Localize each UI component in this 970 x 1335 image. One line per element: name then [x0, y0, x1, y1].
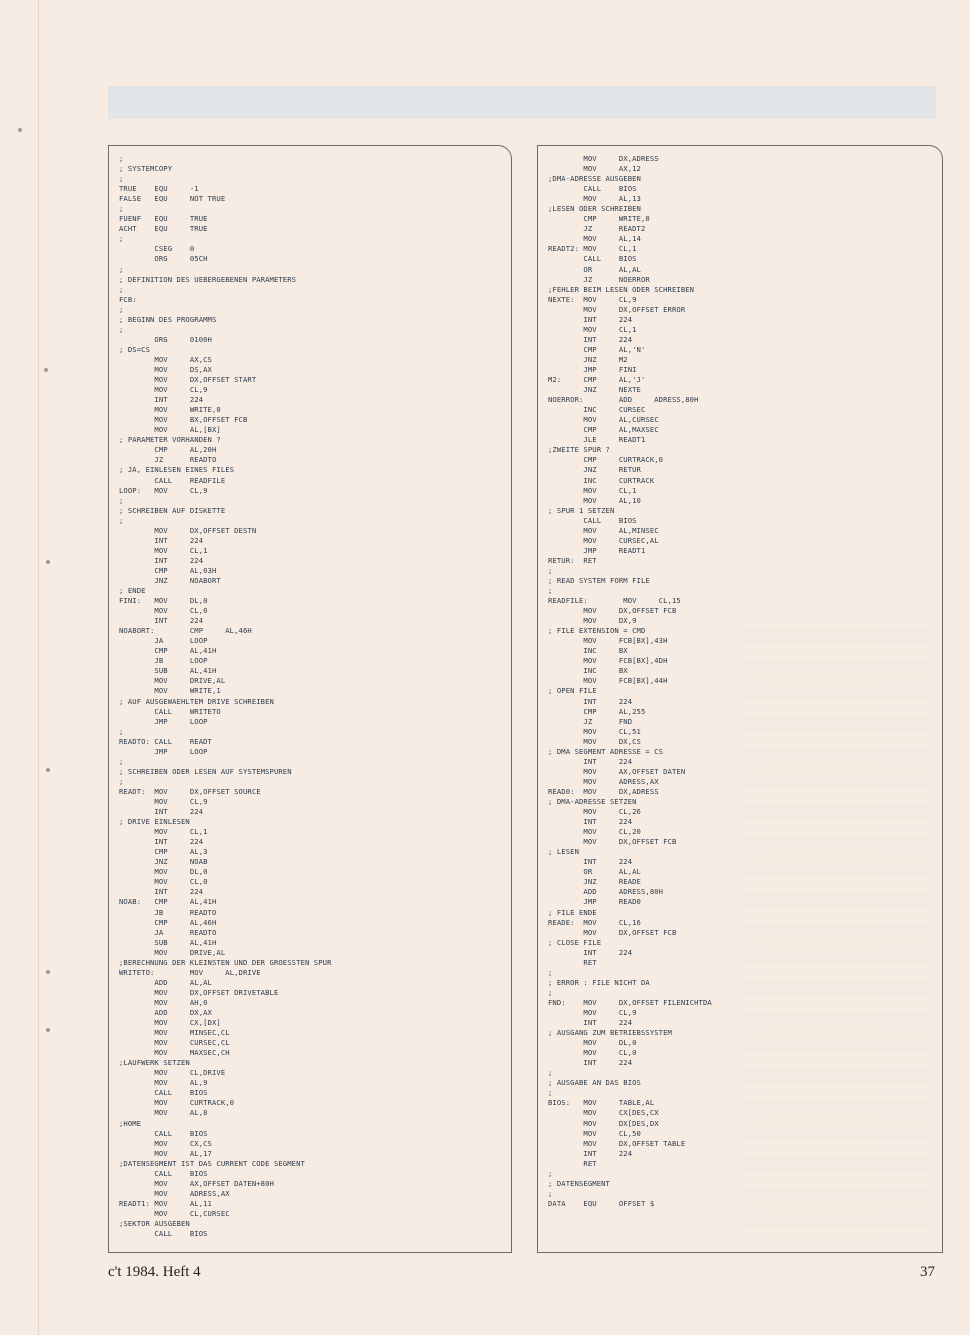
code-line: MOV CL,26	[548, 807, 641, 817]
code-line: NOABORT: CMP AL,46H	[119, 626, 252, 636]
code-line: ;	[548, 987, 553, 997]
listing-box-right	[537, 145, 943, 1253]
code-line: MOV CL,DRIVE	[119, 1068, 226, 1078]
code-line: MOV DX[DES,DX	[548, 1118, 659, 1128]
code-line: MOV WRITE,0	[119, 405, 221, 415]
code-line: MOV FCB[BX],44H	[548, 676, 668, 686]
code-line: INT 224	[119, 837, 204, 847]
binding-hole	[44, 368, 48, 372]
code-line: MOV CL,1	[119, 827, 208, 837]
code-line: CALL BIOS	[548, 254, 637, 264]
code-line: RET	[548, 1158, 597, 1168]
code-line: ;	[119, 776, 124, 786]
page-number: 37	[920, 1264, 935, 1280]
code-line: ADD ADRESS,80H	[548, 887, 664, 897]
code-line: MOV CL,1	[548, 485, 637, 495]
code-line: INT 224	[548, 1148, 633, 1158]
code-line: ; SPUR 1 SETZEN	[548, 505, 615, 515]
code-line: CALL BIOS	[119, 1229, 208, 1239]
listing-box-left	[108, 145, 512, 1253]
code-line: MOV MINSEC,CL	[119, 1028, 230, 1038]
code-line: ;DMA-ADRESSE AUSGEBEN	[548, 174, 641, 184]
code-line: JA LOOP	[119, 636, 208, 646]
code-line: ;	[119, 304, 124, 314]
code-line: MOV CL,50	[548, 1128, 641, 1138]
listing-left	[119, 154, 505, 1239]
code-line: CMP AL,3	[119, 847, 208, 857]
code-line: CMP AL,MAXSEC	[548, 425, 659, 435]
binding-hole	[46, 1028, 50, 1032]
code-line: ;	[119, 264, 124, 274]
code-line: JZ NOERROR	[548, 274, 650, 284]
code-line: READT1: MOV AL,11	[119, 1198, 212, 1208]
code-line: MOV BX,OFFSET FCB	[119, 415, 248, 425]
code-line: MOV CURSEC,CL	[119, 1038, 230, 1048]
code-line: M2: CMP AL,'J'	[548, 375, 646, 385]
code-line: RETUR: RET	[548, 555, 597, 565]
code-line: INT 224	[548, 696, 633, 706]
code-line: MOV DX,OFFSET FCB	[548, 606, 677, 616]
code-line: INT 224	[548, 334, 633, 344]
code-line: INC BX	[548, 666, 628, 676]
code-line: ;BERECHNUNG DER KLEINSTEN UND DER GROESSTEN SPUR	[119, 957, 332, 967]
code-line: CMP AL,46H	[119, 917, 217, 927]
code-line: FINI: MOV DL,0	[119, 596, 208, 606]
code-line: ;	[119, 234, 124, 244]
code-line: ;	[119, 154, 124, 163]
code-line: JB LOOP	[119, 656, 208, 666]
code-line: ; CLOSE FILE	[548, 937, 602, 947]
code-line: ; SCHREIBEN AUF DISKETTE	[119, 505, 226, 515]
code-line: JNZ NOAB	[119, 857, 208, 867]
code-line: INC CURTRACK	[548, 475, 655, 485]
code-line: MOV CL,9	[119, 385, 208, 395]
code-line: ;	[119, 324, 124, 334]
code-line: MOV DX,9	[548, 616, 637, 626]
code-line: JNZ NEXTE	[548, 385, 641, 395]
code-line: CALL BIOS	[119, 1088, 208, 1098]
code-line: MOV FCB[BX],4DH	[548, 656, 668, 666]
code-line: CMP AL,20H	[119, 445, 217, 455]
code-line: ; PARAMETER VORHANDEN ?	[119, 435, 221, 445]
code-line: INT 224	[548, 756, 633, 766]
code-line: ; AUSGABE AN DAS BIOS	[548, 1078, 641, 1088]
code-line: ;	[548, 1168, 553, 1178]
code-line: MOV AL,CURSEC	[548, 415, 659, 425]
code-line: ; DMA SEGMENT ADRESSE = CS	[548, 746, 664, 756]
page-fold	[38, 0, 39, 1335]
code-line: ; SYSTEMCOPY	[119, 164, 173, 174]
code-line: JNZ NOABORT	[119, 575, 221, 585]
code-line: JA READTO	[119, 927, 217, 937]
code-line: CMP AL,'N'	[548, 344, 646, 354]
code-line: MOV CL,1	[548, 324, 637, 334]
code-line: ; DS=CS	[119, 344, 150, 354]
code-line: MOV DL,0	[548, 1038, 637, 1048]
code-line: CMP AL,03H	[119, 565, 217, 575]
binding-hole	[46, 768, 50, 772]
code-line: ;	[119, 284, 124, 294]
code-line: MOV DS,AX	[119, 364, 212, 374]
code-line: ; SCHREIBEN ODER LESEN AUF SYSTEMSPUREN	[119, 766, 292, 776]
code-line: MOV CL,1	[119, 545, 208, 555]
code-line: RET	[548, 957, 597, 967]
code-line: NEXTE: MOV CL,9	[548, 294, 637, 304]
code-line: ;HOME	[119, 1118, 142, 1128]
code-line: MOV DX,ADRESS	[548, 154, 659, 163]
code-line: CSEG 0	[119, 244, 195, 254]
code-line: INT 224	[548, 1058, 633, 1068]
code-line: ;	[548, 1068, 553, 1078]
header-band	[108, 86, 936, 119]
code-line: CMP WRITE,0	[548, 214, 650, 224]
code-line: MOV CL,51	[548, 726, 641, 736]
code-line: ; JA, EINLESEN EINES FILES	[119, 465, 235, 475]
code-line: MOV AL,[BX]	[119, 425, 221, 435]
code-line: MOV CX,[DX]	[119, 1018, 221, 1028]
binding-hole	[46, 560, 50, 564]
issue-footer: c't 1984. Heft 4	[108, 1264, 201, 1280]
code-line: NOAB: CMP AL,41H	[119, 897, 217, 907]
code-line: ; READ SYSTEM FORM FILE	[548, 575, 650, 585]
code-line: MOV CL,0	[548, 1048, 637, 1058]
code-line: READE: MOV CL,16	[548, 917, 641, 927]
code-line: MOV CL,9	[548, 1007, 637, 1017]
code-line: MOV ADRESS,AX	[548, 776, 659, 786]
code-line: FND: MOV DX,OFFSET FILENICHTDA	[548, 997, 712, 1007]
code-line: ADD DX,AX	[119, 1007, 212, 1017]
code-line: INT 224	[548, 314, 633, 324]
code-line: MOV DX,OFFSET DESTN	[119, 525, 257, 535]
code-line: INT 224	[119, 616, 204, 626]
code-line: INT 224	[548, 817, 633, 827]
code-line: NOERROR: ADD ADRESS,80H	[548, 395, 699, 405]
code-line: MOV AL,10	[548, 495, 641, 505]
code-line: MOV AL,13	[548, 194, 641, 204]
code-line: CALL BIOS	[119, 1168, 208, 1178]
code-line: MOV AL,8	[119, 1108, 208, 1118]
code-line: MOV CL,0	[119, 877, 208, 887]
code-line: BIOS: MOV TABLE,AL	[548, 1098, 655, 1108]
code-line: MOV AL,14	[548, 234, 641, 244]
code-line: READ0: MOV DX,ADRESS	[548, 786, 659, 796]
code-line: ;FEHLER BEIM LESEN ODER SCHREIBEN	[548, 284, 695, 294]
code-line: CMP AL,255	[548, 706, 646, 716]
code-line: ;	[119, 495, 124, 505]
listing-right	[548, 154, 936, 1209]
code-line: MOV DX,OFFSET FCB	[548, 837, 677, 847]
code-line: CMP AL,41H	[119, 646, 217, 656]
code-line: ;	[548, 565, 553, 575]
code-line: MOV CX[DES,CX	[548, 1108, 659, 1118]
code-line: CMP CURTRACK,0	[548, 455, 664, 465]
code-line: ;	[119, 204, 124, 214]
code-line: INT 224	[119, 807, 204, 817]
code-line: MOV DX,OFFSET FCB	[548, 927, 677, 937]
code-line: ; FILE EXTENSION = CMD	[548, 626, 646, 636]
code-line: ;	[119, 726, 124, 736]
code-line: ;LESEN ODER SCHREIBEN	[548, 204, 641, 214]
code-line: ;	[548, 586, 553, 596]
code-line: INT 224	[119, 887, 204, 897]
code-line: ;	[548, 1188, 553, 1198]
code-line: INT 224	[119, 555, 204, 565]
code-line: JNZ RETUR	[548, 465, 641, 475]
code-line: INT 224	[119, 395, 204, 405]
code-line: ADD AL,AL	[119, 977, 212, 987]
code-line: JMP LOOP	[119, 746, 208, 756]
code-line: ACHT EQU TRUE	[119, 224, 208, 234]
code-line: JMP FINI	[548, 364, 637, 374]
code-line: MOV AX,OFFSET DATEN	[548, 766, 686, 776]
code-line: JMP LOOP	[119, 716, 208, 726]
code-line: MOV DL,0	[119, 867, 208, 877]
code-line: MOV DRIVE,AL	[119, 676, 226, 686]
code-line: READTO: CALL READT	[119, 736, 212, 746]
code-line: MOV DX,OFFSET TABLE	[548, 1138, 686, 1148]
code-line: FALSE EQU NOT TRUE	[119, 194, 226, 204]
code-line: ;	[119, 756, 124, 766]
code-line: MOV CL,CURSEC	[119, 1208, 230, 1218]
code-line: INT 224	[548, 857, 633, 867]
code-line: JB READTO	[119, 907, 217, 917]
code-line: CALL READFILE	[119, 475, 226, 485]
code-line: OR AL,AL	[548, 264, 641, 274]
code-line: READFILE: MOV CL,15	[548, 596, 681, 606]
code-line: MOV MAXSEC,CH	[119, 1048, 230, 1058]
code-line: MOV CURSEC,AL	[548, 535, 659, 545]
code-line: MOV CL,9	[119, 797, 208, 806]
code-line: MOV DX,OFFSET DRIVETABLE	[119, 987, 279, 997]
code-line: CALL BIOS	[119, 1128, 208, 1138]
code-line: ;	[548, 1088, 553, 1098]
code-line: INT 224	[548, 947, 633, 957]
code-line: WRITETO: MOV AL,DRIVE	[119, 967, 261, 977]
code-line: MOV DX,CS	[548, 736, 641, 746]
code-line: MOV CL,0	[119, 606, 208, 616]
code-line: MOV AL,MINSEC	[548, 525, 659, 535]
code-line: ; BEGINN DES PROGRAMMS	[119, 314, 217, 324]
code-line: ;	[548, 967, 553, 977]
code-line: DATA EQU OFFSET $	[548, 1198, 655, 1208]
code-line: ; ENDE	[119, 586, 146, 596]
code-line: MOV CX,CS	[119, 1138, 212, 1148]
code-line: ; AUF AUSGEWAEHLTEM DRIVE SCHREIBEN	[119, 696, 274, 706]
code-line: TRUE EQU -1	[119, 184, 199, 194]
code-line: JZ READT2	[548, 224, 646, 234]
code-line: READT: MOV DX,OFFSET SOURCE	[119, 786, 261, 796]
code-line: ;SEKTOR AUSGEBEN	[119, 1218, 190, 1228]
code-line: ;	[119, 174, 124, 184]
code-line: FUENF EQU TRUE	[119, 214, 208, 224]
code-line: MOV DRIVE,AL	[119, 947, 226, 957]
code-line: ; DRIVE EINLESEN	[119, 817, 190, 827]
code-line: INT 224	[119, 535, 204, 545]
code-line: ;DATENSEGMENT IST DAS CURRENT CODE SEGMENT	[119, 1158, 305, 1168]
code-line: ; DMA-ADRESSE SETZEN	[548, 797, 637, 806]
code-line: FCB:	[119, 294, 137, 304]
code-line: ; DEFINITION DES UEBERGEBENEN PARAMETERS	[119, 274, 297, 284]
code-line: ;ZWEITE SPUR ?	[548, 445, 610, 455]
code-line: JLE READT1	[548, 435, 646, 445]
code-line: READT2: MOV CL,1	[548, 244, 637, 254]
code-line: MOV AL,9	[119, 1078, 208, 1088]
code-line: ; DATENSEGMENT	[548, 1178, 610, 1188]
code-line: MOV DX,OFFSET START	[119, 375, 257, 385]
code-line: MOV WRITE,1	[119, 686, 221, 696]
code-line: MOV DX,OFFSET ERROR	[548, 304, 686, 314]
code-line: OR AL,AL	[548, 867, 641, 877]
code-line: JZ READTO	[119, 455, 217, 465]
code-line: ORG 0100H	[119, 334, 212, 344]
code-line: ; OPEN FILE	[548, 686, 597, 696]
code-line: ;LAUFWERK SETZEN	[119, 1058, 190, 1068]
code-line: ; ERROR : FILE NICHT DA	[548, 977, 650, 987]
code-line: MOV FCB[BX],43H	[548, 636, 668, 646]
code-line: ; AUSGANG ZUM BETRIEBSSYSTEM	[548, 1028, 672, 1038]
code-line: CALL WRITETO	[119, 706, 221, 716]
code-line: JNZ M2	[548, 354, 628, 364]
code-line: INC CURSEC	[548, 405, 646, 415]
code-line: JZ FND	[548, 716, 633, 726]
code-line: MOV CURTRACK,0	[119, 1098, 235, 1108]
code-line: JMP READ0	[548, 897, 641, 907]
code-line: SUB AL,41H	[119, 666, 217, 676]
code-line: ;	[119, 515, 124, 525]
code-line: MOV AX,12	[548, 164, 641, 174]
code-line: MOV AX,OFFSET DATEN+80H	[119, 1178, 274, 1188]
code-line: CALL BIOS	[548, 184, 637, 194]
code-line: MOV AH,0	[119, 997, 208, 1007]
code-line: INC BX	[548, 646, 628, 656]
code-line: MOV CL,20	[548, 827, 641, 837]
code-line: INT 224	[548, 1018, 633, 1028]
code-line: CALL BIOS	[548, 515, 637, 525]
binding-hole	[18, 128, 22, 132]
code-line: LOOP: MOV CL,9	[119, 485, 208, 495]
code-line: ORG 05CH	[119, 254, 208, 264]
code-line: ; FILE ENDE	[548, 907, 597, 917]
code-line: MOV ADRESS,AX	[119, 1188, 230, 1198]
code-line: SUB AL,41H	[119, 937, 217, 947]
code-line: JNZ READE	[548, 877, 641, 887]
binding-hole	[46, 970, 50, 974]
code-line: JMP READT1	[548, 545, 646, 555]
code-line: MOV AL,17	[119, 1148, 212, 1158]
code-line: ; LESEN	[548, 847, 579, 857]
code-line: MOV AX,CS	[119, 354, 212, 364]
